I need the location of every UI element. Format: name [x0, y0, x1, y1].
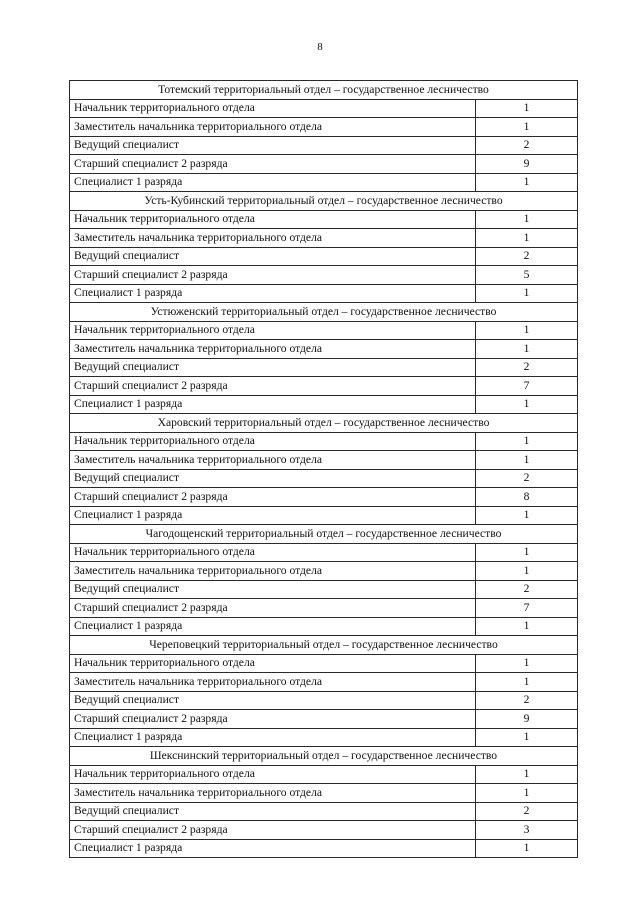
- position-row: [70, 451, 578, 470]
- position-count: 1: [476, 451, 578, 470]
- position-name: Начальник территориального отдела: [70, 321, 476, 340]
- department-title: Чагодощенский территориальный отдел – государственное лесничество: [70, 525, 578, 544]
- position-name: Специалист 1 разряда: [70, 839, 476, 858]
- position-count: 1: [476, 432, 578, 451]
- position-row: [70, 395, 578, 414]
- position-name: Специалист 1 разряда: [70, 395, 476, 414]
- position-count: 1: [476, 673, 578, 692]
- department-title: Тотемский территориальный отдел – государственное лесничество: [70, 81, 578, 100]
- position-count: 1: [476, 395, 578, 414]
- position-name: Заместитель начальника территориального отдела: [70, 340, 476, 359]
- position-name: Старший специалист 2 разряда: [70, 488, 476, 507]
- position-name: Начальник территориального отдела: [70, 432, 476, 451]
- position-name: Старший специалист 2 разряда: [70, 377, 476, 396]
- position-row: [70, 765, 578, 784]
- position-row: [70, 673, 578, 692]
- position-row: [70, 580, 578, 599]
- position-row: [70, 543, 578, 562]
- position-row: [70, 599, 578, 618]
- position-row: [70, 155, 578, 174]
- department-header-row: [70, 303, 578, 322]
- position-row: [70, 654, 578, 673]
- position-count: 9: [476, 155, 578, 174]
- position-name: Заместитель начальника территориального отдела: [70, 562, 476, 581]
- position-name: Ведущий специалист: [70, 469, 476, 488]
- position-row: [70, 488, 578, 507]
- position-name: Специалист 1 разряда: [70, 284, 476, 303]
- position-name: Ведущий специалист: [70, 136, 476, 155]
- position-count: 1: [476, 340, 578, 359]
- position-name: Старший специалист 2 разряда: [70, 155, 476, 174]
- position-count: 7: [476, 599, 578, 618]
- department-title: Усть-Кубинский территориальный отдел – государственное лесничество: [70, 192, 578, 211]
- position-count: 1: [476, 543, 578, 562]
- position-row: [70, 247, 578, 266]
- position-name: Ведущий специалист: [70, 580, 476, 599]
- department-title: Шекснинский территориальный отдел – государственное лесничество: [70, 747, 578, 766]
- position-count: 2: [476, 802, 578, 821]
- position-row: [70, 617, 578, 636]
- position-name: Специалист 1 разряда: [70, 728, 476, 747]
- position-row: [70, 802, 578, 821]
- position-row: [70, 173, 578, 192]
- position-count: 9: [476, 710, 578, 729]
- position-count: 5: [476, 266, 578, 285]
- position-name: Старший специалист 2 разряда: [70, 599, 476, 618]
- position-row: [70, 99, 578, 118]
- position-name: Ведущий специалист: [70, 247, 476, 266]
- position-name: Заместитель начальника территориального отдела: [70, 118, 476, 137]
- department-header-row: [70, 81, 578, 100]
- position-row: [70, 728, 578, 747]
- position-name: Специалист 1 разряда: [70, 173, 476, 192]
- position-name: Старший специалист 2 разряда: [70, 821, 476, 840]
- position-name: Заместитель начальника территориального отдела: [70, 673, 476, 692]
- position-count: 1: [476, 784, 578, 803]
- position-count: 1: [476, 99, 578, 118]
- position-name: Старший специалист 2 разряда: [70, 710, 476, 729]
- position-row: [70, 340, 578, 359]
- page-number: 8: [317, 41, 323, 53]
- position-row: [70, 562, 578, 581]
- position-name: Ведущий специалист: [70, 691, 476, 710]
- position-row: [70, 284, 578, 303]
- position-name: Ведущий специалист: [70, 358, 476, 377]
- position-count: 1: [476, 617, 578, 636]
- position-row: [70, 136, 578, 155]
- position-count: 1: [476, 210, 578, 229]
- position-count: 8: [476, 488, 578, 507]
- staffing-table: [69, 80, 578, 858]
- position-name: Заместитель начальника территориального отдела: [70, 784, 476, 803]
- position-count: 7: [476, 377, 578, 396]
- position-count: 3: [476, 821, 578, 840]
- position-count: 1: [476, 839, 578, 858]
- position-name: Начальник территориального отдела: [70, 654, 476, 673]
- position-count: 2: [476, 580, 578, 599]
- position-name: Начальник территориального отдела: [70, 543, 476, 562]
- department-header-row: [70, 414, 578, 433]
- department-header-row: [70, 636, 578, 655]
- department-header-row: [70, 525, 578, 544]
- staffing-table-body: [70, 81, 578, 858]
- position-row: [70, 118, 578, 137]
- position-row: [70, 210, 578, 229]
- position-count: 2: [476, 136, 578, 155]
- position-count: 2: [476, 247, 578, 266]
- position-row: [70, 839, 578, 858]
- position-row: [70, 432, 578, 451]
- department-header-row: [70, 747, 578, 766]
- department-title: Устюженский территориальный отдел – государственное лесничество: [70, 303, 578, 322]
- position-count: 1: [476, 506, 578, 525]
- position-row: [70, 691, 578, 710]
- position-row: [70, 377, 578, 396]
- position-count: 1: [476, 728, 578, 747]
- position-count: 2: [476, 691, 578, 710]
- position-count: 1: [476, 173, 578, 192]
- department-header-row: [70, 192, 578, 211]
- department-title: Череповецкий территориальный отдел – государственное лесничество: [70, 636, 578, 655]
- position-name: Начальник территориального отдела: [70, 99, 476, 118]
- position-count: 1: [476, 765, 578, 784]
- position-name: Ведущий специалист: [70, 802, 476, 821]
- position-row: [70, 784, 578, 803]
- position-row: [70, 229, 578, 248]
- position-row: [70, 266, 578, 285]
- position-name: Специалист 1 разряда: [70, 506, 476, 525]
- position-row: [70, 506, 578, 525]
- position-name: Начальник территориального отдела: [70, 210, 476, 229]
- position-count: 1: [476, 229, 578, 248]
- position-count: 1: [476, 118, 578, 137]
- position-name: Специалист 1 разряда: [70, 617, 476, 636]
- position-name: Заместитель начальника территориального отдела: [70, 229, 476, 248]
- position-name: Заместитель начальника территориального отдела: [70, 451, 476, 470]
- position-count: 1: [476, 654, 578, 673]
- position-row: [70, 358, 578, 377]
- department-title: Харовский территориальный отдел – государственное лесничество: [70, 414, 578, 433]
- position-row: [70, 710, 578, 729]
- position-row: [70, 821, 578, 840]
- position-name: Начальник территориального отдела: [70, 765, 476, 784]
- position-row: [70, 469, 578, 488]
- position-name: Старший специалист 2 разряда: [70, 266, 476, 285]
- position-count: 2: [476, 469, 578, 488]
- position-count: 2: [476, 358, 578, 377]
- position-count: 1: [476, 284, 578, 303]
- position-count: 1: [476, 562, 578, 581]
- position-count: 1: [476, 321, 578, 340]
- position-row: [70, 321, 578, 340]
